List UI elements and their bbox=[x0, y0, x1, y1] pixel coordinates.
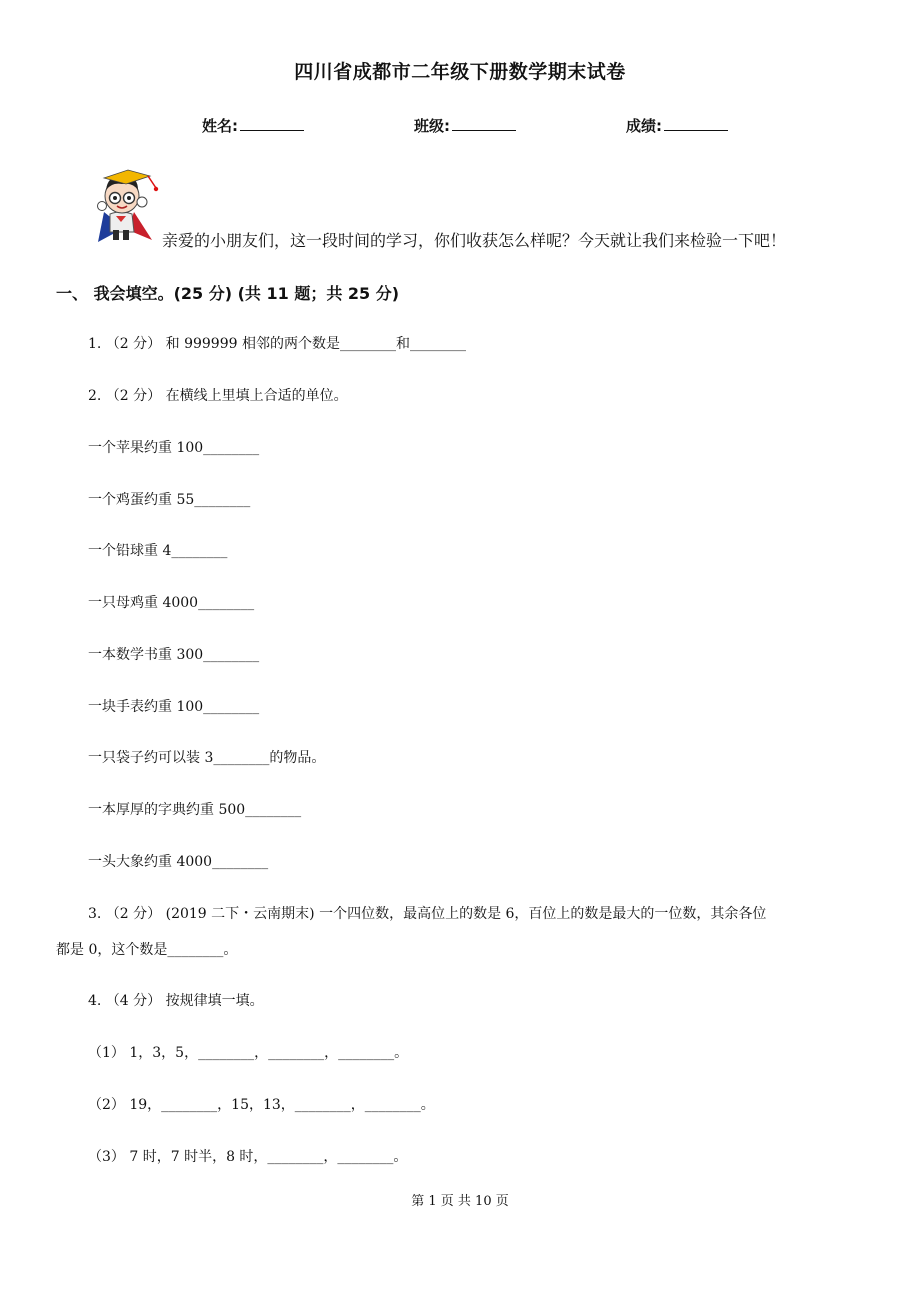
section-heading: 一、 我会填空。(25 分) (共 11 题；共 25 分) bbox=[56, 284, 400, 303]
question-2: 2. （2 分） 在横线上里填上合适的单位。 bbox=[88, 388, 348, 404]
score-label: 成绩: bbox=[626, 117, 662, 135]
class-field bbox=[414, 115, 516, 136]
question-4: 4. （4 分） 按规律填一填。 bbox=[88, 993, 264, 1009]
page-footer: 第 1 页 共 10 页 bbox=[411, 1194, 509, 1209]
question-3-continued: 都是 0，这个数是________。 bbox=[56, 942, 238, 958]
score-blank bbox=[664, 116, 728, 131]
class-label: 班级: bbox=[414, 117, 450, 135]
question-4-item: （2） 19，________，15，13，________，________。 bbox=[88, 1097, 435, 1113]
question-4-item: （1） 1，3，5，________，________，________。 bbox=[88, 1045, 409, 1061]
question-2-item: 一本厚厚的字典约重 500________ bbox=[88, 802, 302, 818]
question-2-item: 一本数学书重 300________ bbox=[88, 647, 260, 663]
question-3: 3. （2 分） (2019 二下・云南期末) 一个四位数，最高位上的数是 6，百位上的数是最大的一位数，其余各位 bbox=[88, 906, 767, 922]
question-2-item: 一个苹果约重 100________ bbox=[88, 440, 260, 456]
greeting-text: 亲爱的小朋友们，这一段时间的学习，你们收获怎么样呢？今天就让我们来检验一下吧！ bbox=[162, 231, 787, 250]
question-2-item: 一头大象约重 4000________ bbox=[88, 854, 269, 870]
name-blank bbox=[240, 116, 304, 131]
mascot-icon bbox=[94, 166, 166, 246]
question-4-item: （3） 7 时，7 时半，8 时，________，________。 bbox=[88, 1149, 408, 1165]
question-2-item: 一只袋子约可以装 3________的物品。 bbox=[88, 750, 326, 766]
question-1: 1. （2 分） 和 999999 相邻的两个数是________和________ bbox=[88, 336, 466, 352]
question-2-item: 一个铅球重 4________ bbox=[88, 543, 228, 559]
name-field bbox=[202, 115, 304, 136]
page-title: 四川省成都市二年级下册数学期末试卷 bbox=[294, 61, 626, 83]
question-2-item: 一块手表约重 100________ bbox=[88, 699, 260, 715]
question-2-item: 一个鸡蛋约重 55________ bbox=[88, 492, 251, 508]
score-field bbox=[626, 115, 728, 136]
name-label: 姓名: bbox=[202, 117, 238, 135]
question-2-item: 一只母鸡重 4000________ bbox=[88, 595, 255, 611]
class-blank bbox=[452, 116, 516, 131]
